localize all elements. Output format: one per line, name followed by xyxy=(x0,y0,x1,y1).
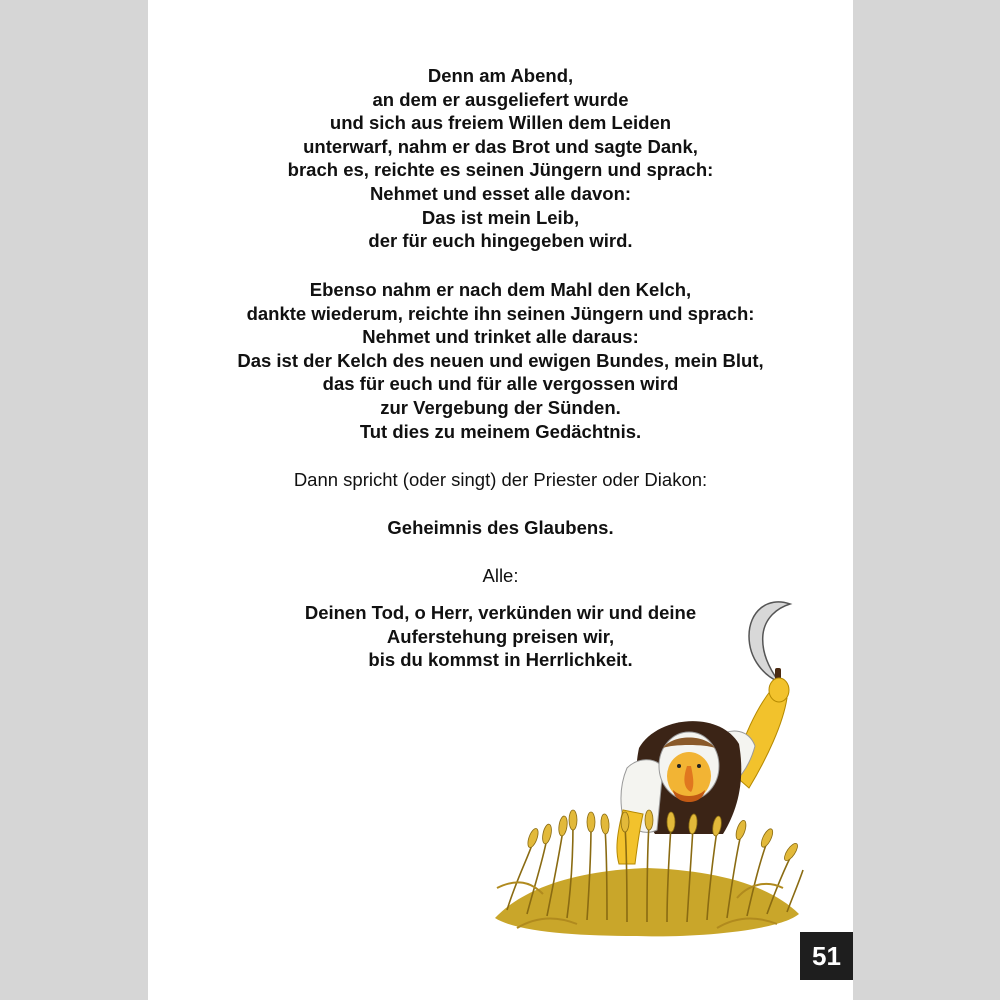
text-line: Denn am Abend, xyxy=(427,65,574,86)
text-line: der für euch hingegeben wird. xyxy=(368,230,633,252)
page-number: 51 xyxy=(800,932,853,980)
sickle-icon xyxy=(749,602,790,682)
rubric-text: Alle: xyxy=(482,565,519,586)
text-line: Das ist mein Leib, xyxy=(421,206,580,228)
text-line: Deinen Tod, o Herr, verkünden wir und deine xyxy=(304,602,697,623)
acclamation-priest xyxy=(148,516,853,540)
text-line: unterwarf, nahm er das Brot und sagte Dank, xyxy=(303,135,698,157)
text-line: und sich aus freiem Willen dem Leiden xyxy=(329,112,672,134)
reaper-illustration xyxy=(487,598,807,938)
rubric-all xyxy=(148,564,853,588)
text-line: Nehmet und trinket alle daraus: xyxy=(362,326,639,348)
text-line: Tut dies zu meinem Gedächtnis. xyxy=(359,420,642,442)
text-line: Ebenso nahm er nach dem Mahl den Kelch, xyxy=(309,279,692,300)
text-line: Das ist der Kelch des neuen und ewigen Bundes, mein Blut, xyxy=(237,349,764,371)
acclamation-text: Geheimnis des Glaubens. xyxy=(387,517,614,538)
text-line: Nehmet und esset alle davon: xyxy=(369,182,632,204)
rubric-text: Dann spricht (oder singt) der Priester oder Diakon: xyxy=(293,469,708,490)
text-line: brach es, reichte es seinen Jüngern und sprach: xyxy=(287,159,714,181)
consecration-bread-text xyxy=(148,64,853,253)
text-line: an dem er ausgeliefert wurde xyxy=(372,88,629,110)
consecration-chalice-text xyxy=(148,278,853,443)
text-line: das für euch und für alle vergossen wird xyxy=(322,373,679,395)
text-line: Auferstehung preisen wir, xyxy=(386,625,615,647)
text-line: dankte wiederum, reichte ihn seinen Jüngern und sprach: xyxy=(246,302,755,324)
text-line: bis du kommst in Herrlichkeit. xyxy=(368,649,633,671)
rubric-priest xyxy=(148,468,853,492)
text-line: zur Vergebung der Sünden. xyxy=(380,396,621,418)
